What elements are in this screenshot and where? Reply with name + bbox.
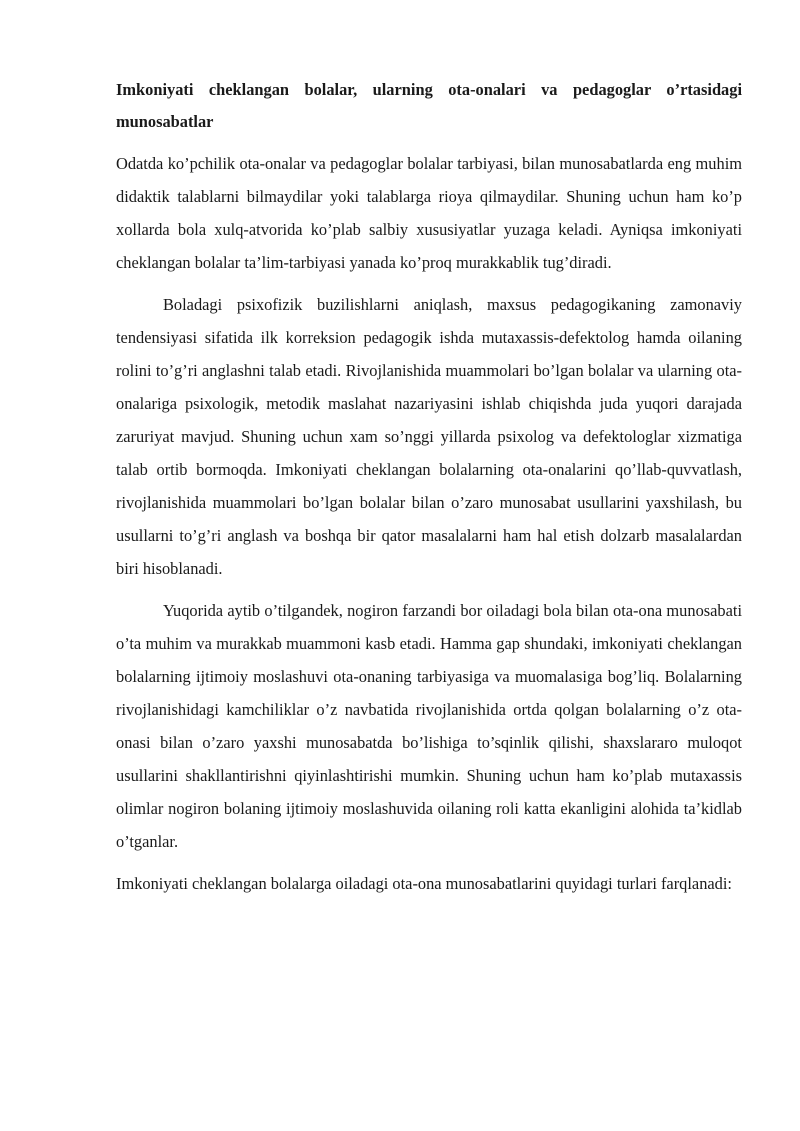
paragraph-3: Yuqorida aytib o’tilgandek, nogiron farzandi bor oiladagi bola bilan ota-ona munosabati o’ta muhim va murakkab muammoni kasb etadi. Hamma gap shundaki, imkoniyati cheklangan bolalarning ijtimoiy moslashuvi ota-onaning tarbiyasiga va muomalasiga bog’liq. Bolalarning rivojlanishidagi kamchiliklar o’z navbatida rivojlanishida ortda qolgan bolalarning o’z ota-onasi bilan o’zaro yaxshi munosabatda bo’lishiga to’sqinlik qilishi, shaxslararo muloqot usullarini shakllantirishni qiyinlashtirishi mumkin. Shuning uchun ham ko’plab mutaxassis olimlar nogiron bolaning ijtimoiy moslashuvida oilaning roli katta ekanligini alohida ta’kidlab o’tganlar. [116,601,742,851]
paragraph-1: Odatda ko’pchilik ota-onalar va pedagoglar bolalar tarbiyasi, bilan munosabatlarda eng muhim didaktik talablarni bilmaydilar yoki talablarga rioya qilmaydilar. Shuning uchun ham ko’p xollarda bola xulq-atvorida ko’plab salbiy xususiyatlar yuzaga keladi. Ayniqsa imkoniyati cheklangan bolalar ta’lim-tarbiyasi yanada ko’proq murakkablik tug’diradi. [116,154,742,272]
paragraph-4: Imkoniyati cheklangan bolalarga oiladagi ota-ona munosabatlarini quyidagi turlari farqlanadi: [116,874,732,893]
section-heading: Imkoniyati cheklangan bolalar, ularning ota-onalari va pedagoglar o’rtasidagi munosabatlar [116,80,742,131]
document-body [116,74,742,900]
paragraph-2: Boladagi psixofizik buzilishlarni aniqlash, maxsus pedagogikaning zamonaviy tendensiyasi sifatida ilk korreksion pedagogik ishda mutaxassis-defektolog hamda oilaning rolini to’g’ri anglashni talab etadi. Rivojlanishida muammolari bo’lgan bolalar va ularning ota-onalariga psixologik, metodik maslahat nazariyasini ishlab chiqishda juda yuqori darajada zaruriyat mavjud. Shuning uchun xam so’nggi yillarda psixolog va defektologlar xizmatiga talab ortib bormoqda. Imkoniyati cheklangan bolalarning ota-onalarini qo’llab-quvvatlash, rivojlanishida muammolari bo’lgan bolalar bilan o’zaro munosabat usullarini yaxshilash, bu usullarni to’g’ri anglash va boshqa bir qator masalalarni ham hal etish dolzarb masalalardan biri hisoblanadi. [116,295,742,578]
